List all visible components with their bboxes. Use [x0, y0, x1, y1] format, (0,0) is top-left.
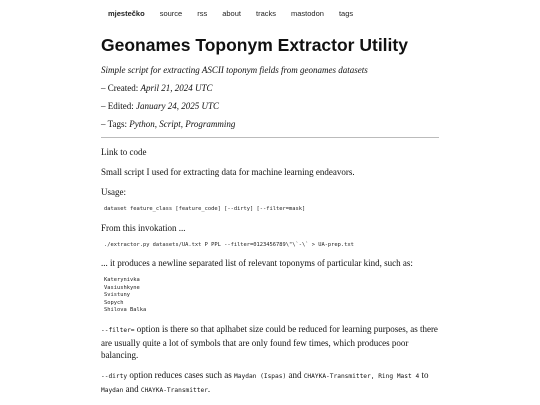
link-to-code[interactable]: Link to code	[101, 147, 147, 157]
article	[101, 30, 439, 397]
meta-edited	[101, 100, 439, 112]
divider	[101, 137, 439, 138]
page-subtitle: Simple script for extracting ASCII toponym fields from geonames datasets	[101, 65, 368, 75]
result-item: Shilova Balka	[104, 307, 147, 313]
meta-created	[101, 82, 439, 94]
page-title: Geonames Toponym Extractor Utility	[101, 35, 408, 55]
result-list-block	[104, 277, 439, 315]
meta-created-label: – Created:	[101, 83, 141, 93]
nav-link-mastodon[interactable]: mastodon	[291, 9, 324, 18]
result-item: Katerynivka	[104, 277, 140, 283]
dirty-paragraph	[101, 369, 439, 397]
dirty-and-1: and	[286, 369, 304, 380]
dirty-example-2: CHAYKA-Transmitter, Ring Mast 4	[303, 372, 420, 380]
nav-brand-link[interactable]: mjestečko	[108, 9, 145, 18]
dirty-example-4: CHAYKA-Transmitter	[140, 386, 208, 394]
result-item: Svistuny	[104, 292, 130, 298]
filter-paragraph	[101, 323, 439, 361]
nav-link-tags[interactable]: tags	[338, 9, 354, 18]
dirty-example-1: Maydan (Ispas)	[234, 372, 287, 380]
dirty-text: option reduces cases such as	[127, 369, 235, 380]
nav-link-rss[interactable]: rss	[197, 9, 208, 18]
result-item: Sopych	[104, 299, 124, 306]
result-item: Vasiushkyne	[104, 284, 140, 291]
invocation-label: From this invokation ...	[101, 222, 186, 233]
filter-description: option is there so that aplhabet size could be reduced for learning purposes, as there are usually quite a lot of symbols that are only found few times, which produces poor balancing.	[101, 323, 438, 360]
meta-edited-label: – Edited:	[101, 101, 136, 111]
dirty-example-3: Maydan	[101, 386, 124, 394]
tag-link-python[interactable]: Python	[129, 119, 155, 129]
tag-link-programming[interactable]: Programming	[185, 119, 236, 129]
usage-label: Usage:	[101, 187, 126, 197]
invocation-code-block: ./extractor.py datasets/UA.txt P PPL --filter=0123456789\"\`-\` > UA-prep.txt	[104, 241, 354, 248]
dirty-to: to	[419, 369, 429, 380]
dirty-option-code: --dirty	[101, 372, 128, 380]
nav-link-about[interactable]: about	[222, 9, 241, 18]
nav-link-source[interactable]: source	[159, 9, 183, 18]
meta-edited-date: January 24, 2025 UTC	[136, 101, 219, 111]
nav-link-tracks[interactable]: tracks	[255, 9, 276, 18]
usage-code-block: dataset feature_class [feature_code] [--dirty] [--filter=mask]	[104, 206, 306, 212]
meta-created-date: April 21, 2024 UTC	[140, 83, 213, 93]
top-nav	[108, 9, 368, 19]
dirty-and-2: and	[123, 383, 141, 394]
result-label: ... it produces a newline separated list of relevant toponyms of particular kind, such as:	[101, 258, 413, 268]
filter-option-code: --filter=	[101, 326, 135, 334]
dirty-end: .	[207, 383, 211, 394]
intro-paragraph: Small script I used for extracting data for machine learning endeavors.	[101, 167, 355, 177]
meta-tags-label: – Tags:	[101, 119, 130, 129]
tag-link-script[interactable]: Script	[159, 119, 181, 129]
meta-tags: – Tags: Python, Script, Programming	[101, 119, 236, 129]
link-to-code-paragraph	[101, 146, 439, 158]
